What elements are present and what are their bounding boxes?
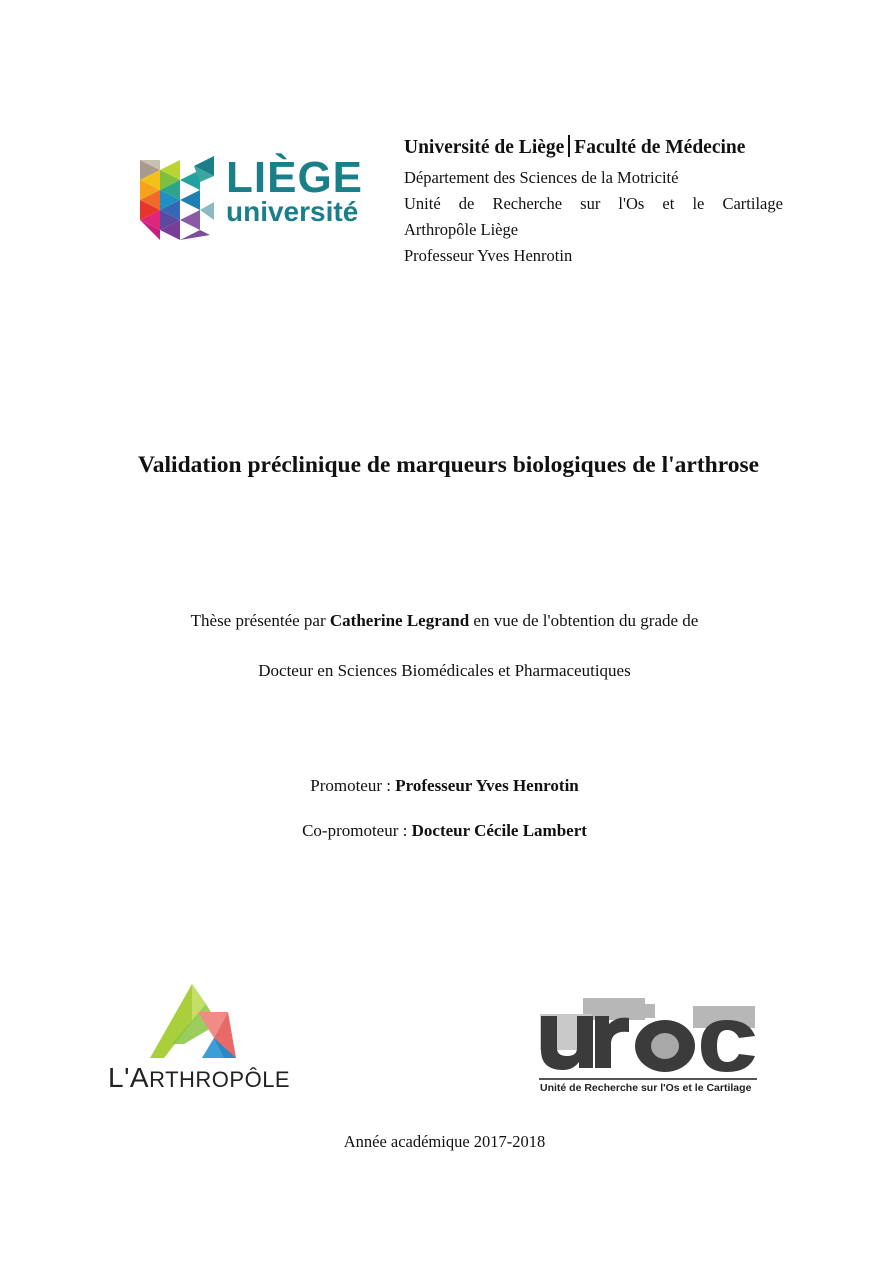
universite-wordmark: université (226, 196, 359, 227)
arthropole-triangle-icon (106, 982, 286, 1062)
unit-line: Unité de Recherche sur l'Os et le Cartilage (404, 194, 783, 214)
arthropole-logo (106, 982, 291, 1097)
center-line: Arthropôle Liège (404, 220, 519, 240)
uroc-logo (537, 996, 761, 1098)
institution-header (404, 135, 784, 269)
header-title (404, 135, 784, 159)
liege-universite-logo (138, 153, 368, 250)
title-separator (568, 135, 570, 157)
uroc-caption: Unité de Recherche sur l'Os et le Cartilage (540, 1082, 752, 1094)
promoter-name: Professeur Yves Henrotin (395, 776, 579, 795)
author-name: Catherine Legrand (329, 611, 470, 630)
faculty-name: Faculté de Médecine (574, 137, 746, 158)
professor-line: Professeur Yves Henrotin (404, 246, 573, 266)
academic-year: Année académique 2017-2018 (343, 1132, 546, 1151)
uroc-mark-icon (537, 996, 761, 1082)
presented-by-line: Thèse présentée par Catherine Legrand en vue de l'obtention du grade de (190, 611, 699, 630)
promoter-line: Promoteur : Professeur Yves Henrotin (310, 776, 579, 795)
arthropole-wordmark: L'ARTHROPÔLE (108, 1062, 291, 1093)
liege-wordmark: LIÈGE (226, 153, 364, 202)
degree-line: Docteur en Sciences Biomédicales et Pharmaceutiques (258, 661, 631, 680)
department-line: Département des Sciences de la Motricité (404, 168, 679, 188)
copromoter-line: Co-promoteur : Docteur Cécile Lambert (302, 821, 587, 840)
copromoter-name: Docteur Cécile Lambert (411, 821, 587, 840)
university-name: Université de Liège (404, 137, 565, 158)
thesis-title: Validation préclinique de marqueurs biologiques de l'arthrose (137, 452, 760, 478)
liege-mosaic-icon (138, 156, 224, 250)
